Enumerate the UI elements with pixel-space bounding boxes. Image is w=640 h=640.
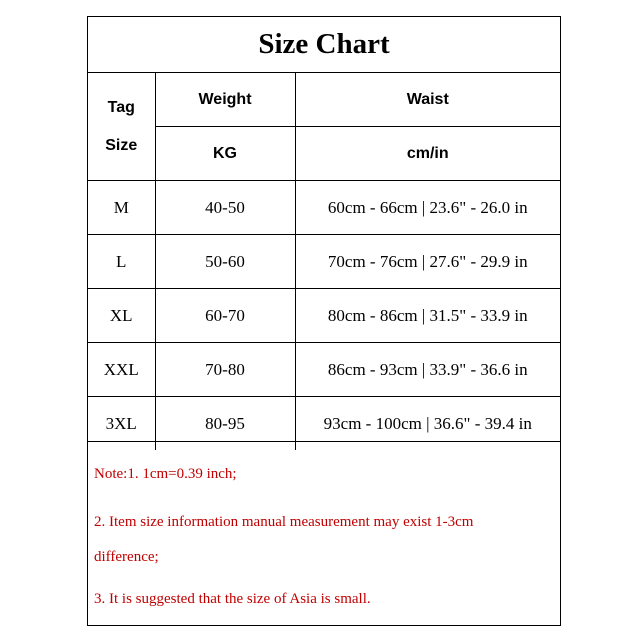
size-cell: XXL	[88, 343, 155, 397]
note-measurement-cont: difference;	[94, 549, 159, 565]
size-cell: XL	[88, 289, 155, 343]
waist-cell: 60cm - 66cm | 23.6" - 26.0 in	[295, 181, 560, 235]
weight-cell: 60-70	[155, 289, 295, 343]
size-table	[88, 73, 560, 450]
weight-cell: 50-60	[155, 235, 295, 289]
header-weight-unit: KG	[155, 127, 295, 181]
waist-cell: 93cm - 100cm | 36.6" - 39.4 in	[323, 413, 532, 433]
size-cell: 3XL	[88, 397, 155, 451]
header-tag-label: Tag	[107, 98, 135, 116]
table-row	[88, 289, 560, 343]
header-tag-size	[88, 73, 155, 181]
waist-cell: 80cm - 86cm | 31.5" - 33.9 in	[295, 289, 560, 343]
table-row	[88, 181, 560, 235]
page-title: Size Chart	[88, 17, 560, 73]
table-row	[88, 343, 560, 397]
size-cell: L	[88, 235, 155, 289]
size-chart-frame	[87, 16, 561, 626]
header-weight: Weight	[155, 73, 295, 127]
table-row	[88, 235, 560, 289]
waist-cell: 86cm - 93cm | 33.9" - 36.6 in	[295, 343, 560, 397]
note-conversion: Note:1. 1cm=0.39 inch;	[94, 466, 237, 482]
weight-cell: 80-95	[155, 397, 295, 451]
notes-section	[88, 441, 560, 607]
waist-cell: 70cm - 76cm | 27.6" - 29.9 in	[295, 235, 560, 289]
note-asia-size: 3. It is suggested that the size of Asia is small.	[94, 591, 371, 607]
header-waist-unit: cm/in	[295, 127, 560, 181]
header-size-label: Size	[105, 136, 138, 154]
header-waist: Waist	[295, 73, 560, 127]
weight-cell: 70-80	[155, 343, 295, 397]
size-cell: M	[88, 181, 155, 235]
note-measurement: 2. Item size information manual measurement may exist 1-3cm	[94, 514, 474, 530]
weight-cell: 40-50	[155, 181, 295, 235]
